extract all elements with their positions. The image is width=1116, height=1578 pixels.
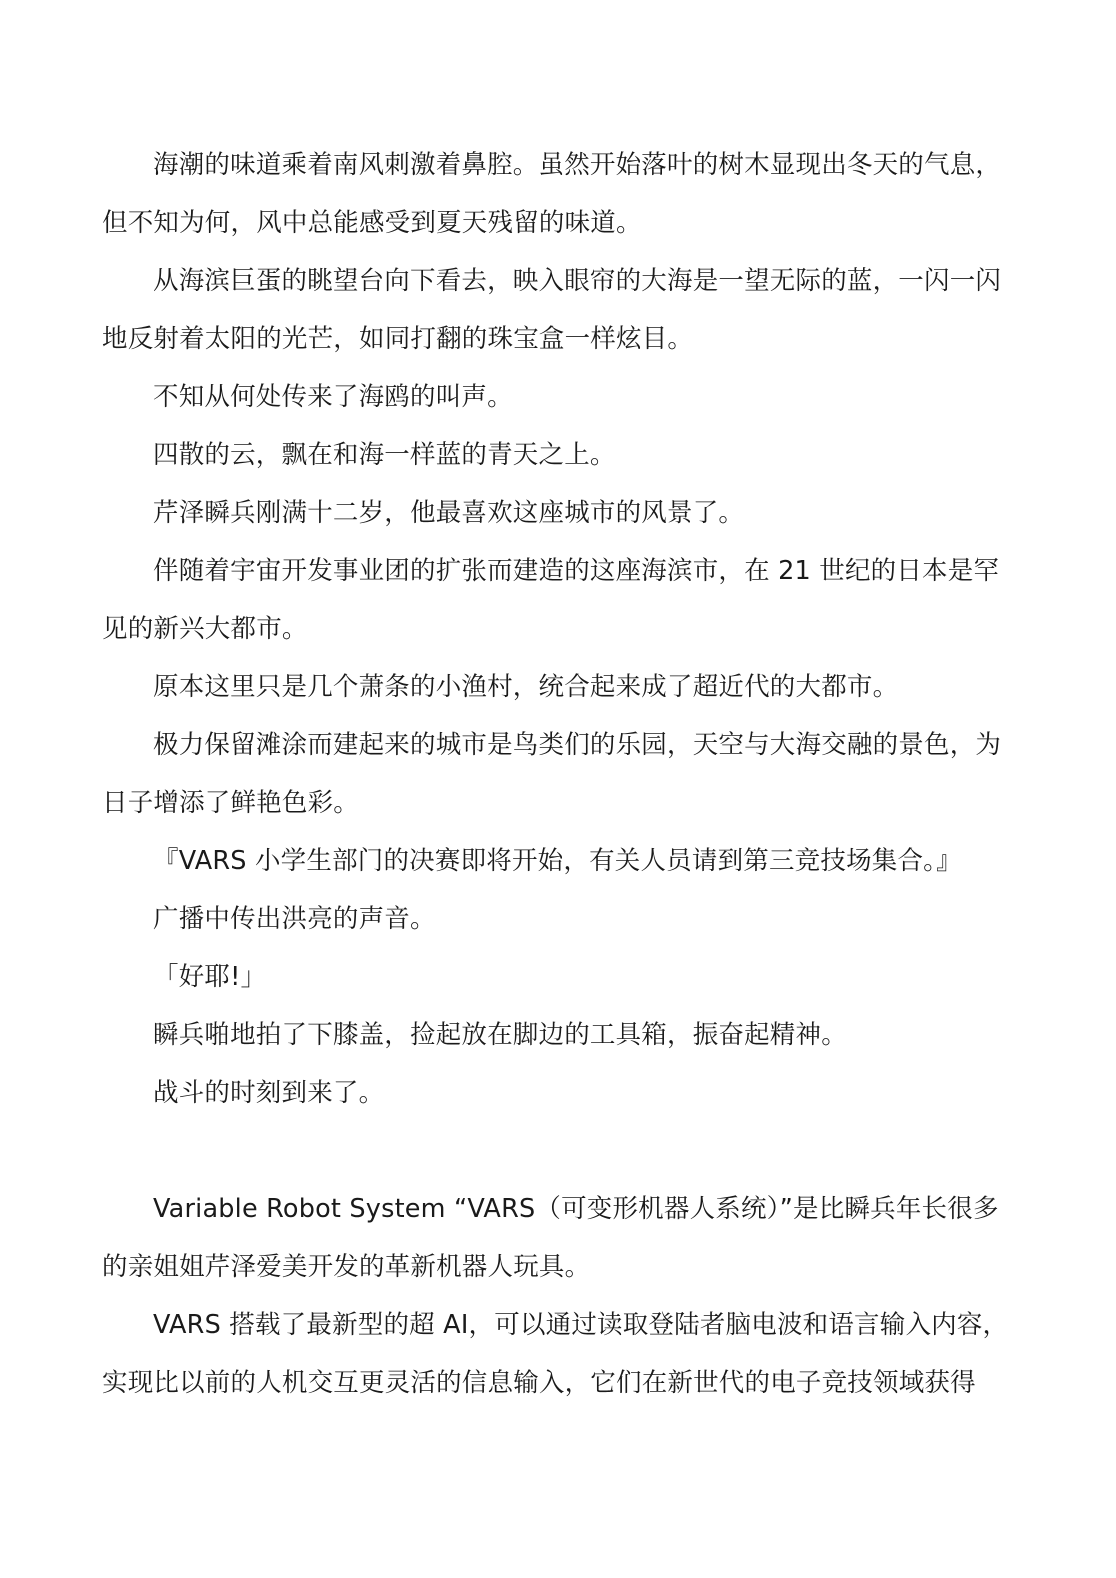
paragraph: 极力保留滩涂而建起来的城市是鸟类们的乐园，天空与大海交融的景色，为日子增添了鲜艳色彩。 [102, 730, 1002, 818]
paragraph: 广播中传出洪亮的声音。 [153, 904, 436, 934]
dialogue-paragraph: 「好耶!」 [153, 962, 267, 992]
paragraph: 从海滨巨蛋的眺望台向下看去，映入眼帘的大海是一望无际的蓝，一闪一闪地反射着太阳的光芒，如同打翻的珠宝盒一样炫目。 [102, 266, 1002, 354]
paragraph: Variable Robot System “VARS（可变形机器人系统）”是比瞬兵年长很多的亲姐姐芹泽爱美开发的革新机器人玩具。 [102, 1194, 999, 1282]
paragraph: 不知从何处传来了海鸥的叫声。 [153, 382, 513, 412]
document-body [102, 136, 1012, 1412]
paragraph: 海潮的味道乘着南风刺激着鼻腔。虽然开始落叶的树木显现出冬天的气息，但不知为何，风中总能感受到夏天残留的味道。 [102, 150, 1002, 238]
paragraph: 四散的云，飘在和海一样蓝的青天之上。 [153, 440, 616, 470]
announcement-paragraph: 『VARS 小学生部门的决赛即将开始，有关人员请到第三竞技场集合。』 [153, 846, 962, 876]
paragraph: 芹泽瞬兵刚满十二岁，他最喜欢这座城市的风景了。 [153, 498, 745, 528]
paragraph: 瞬兵啪地拍了下膝盖，捡起放在脚边的工具箱，振奋起精神。 [153, 1020, 847, 1050]
paragraph: 原本这里只是几个萧条的小渔村，统合起来成了超近代的大都市。 [153, 672, 899, 702]
scene-break [102, 1122, 1012, 1180]
paragraph: 伴随着宇宙开发事业团的扩张而建造的这座海滨市，在 21 世纪的日本是罕见的新兴大都市。 [102, 556, 1000, 644]
paragraph: 战斗的时刻到来了。 [153, 1078, 385, 1108]
paragraph: VARS 搭载了最新型的超 AI，可以通过读取登陆者脑电波和语言输入内容，实现比以前的人机交互更灵活的信息输入，它们在新世代的电子竞技领域获得 [102, 1310, 1009, 1398]
